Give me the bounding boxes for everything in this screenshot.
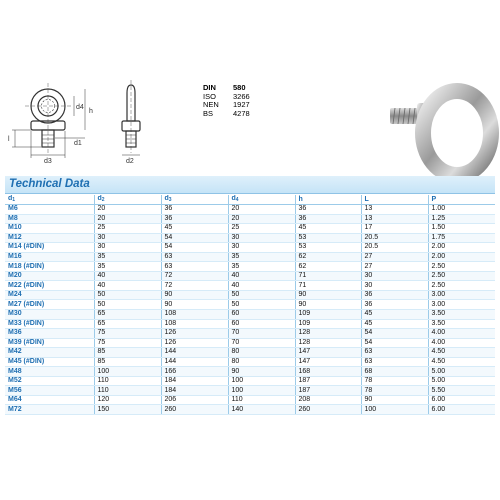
table-cell: 27 <box>361 262 428 272</box>
table-cell: 168 <box>295 367 361 377</box>
table-cell: 40 <box>94 271 161 281</box>
table-row <box>5 243 495 253</box>
table-cell: 166 <box>161 367 228 377</box>
table-cell: 144 <box>161 357 228 367</box>
thread-size-cell: M42 <box>5 348 94 358</box>
table-cell: 78 <box>361 376 428 386</box>
table-cell: 100 <box>228 376 295 386</box>
table-cell: 63 <box>361 348 428 358</box>
table-cell: 36 <box>161 214 228 224</box>
table-cell: 35 <box>228 252 295 262</box>
table-row <box>5 338 495 348</box>
label-d3: d3 <box>44 158 52 165</box>
thread-size-cell: M16 <box>5 252 94 262</box>
table-cell: 2.00 <box>428 252 495 262</box>
thread-size-cell: M48 <box>5 367 94 377</box>
label-d1: d1 <box>74 140 82 147</box>
table-cell: 5.50 <box>428 386 495 396</box>
table-cell: 20.5 <box>361 233 428 243</box>
table-cell: 4.00 <box>428 338 495 348</box>
table-cell: 206 <box>161 395 228 405</box>
table-cell: 30 <box>94 243 161 253</box>
table-cell: 50 <box>228 290 295 300</box>
column-header-label: d <box>231 195 236 202</box>
table-cell: 35 <box>94 262 161 272</box>
table-cell: 100 <box>361 405 428 415</box>
table-cell: 100 <box>94 367 161 377</box>
table-cell: 260 <box>295 405 361 415</box>
table-cell: 50 <box>94 300 161 310</box>
table-cell: 20 <box>94 214 161 224</box>
table-row <box>5 214 495 224</box>
table-cell: 110 <box>228 395 295 405</box>
table-cell: 30 <box>94 233 161 243</box>
table-cell: 208 <box>295 395 361 405</box>
table-cell: 3.50 <box>428 319 495 329</box>
column-header-label: L <box>364 195 369 203</box>
table-cell: 2.50 <box>428 271 495 281</box>
table-cell: 50 <box>94 290 161 300</box>
thread-size-cell: M22 (#DIN) <box>5 281 94 291</box>
table-cell: 30 <box>228 243 295 253</box>
table-row <box>5 233 495 243</box>
table-cell: 75 <box>94 329 161 339</box>
table-cell: 1.50 <box>428 224 495 234</box>
table-cell: 150 <box>94 405 161 415</box>
table-cell: 25 <box>94 224 161 234</box>
table-cell: 40 <box>228 271 295 281</box>
table-cell: 110 <box>94 376 161 386</box>
table-cell: 80 <box>228 357 295 367</box>
table-cell: 36 <box>295 205 361 215</box>
table-cell: 90 <box>361 395 428 405</box>
table-cell: 17 <box>361 224 428 234</box>
table-cell: 71 <box>295 271 361 281</box>
thread-size-cell: M45 (#DIN) <box>5 357 94 367</box>
section-title: Technical Data <box>9 178 90 190</box>
table-cell: 144 <box>161 348 228 358</box>
standard-value: 3266 <box>233 91 250 101</box>
table-cell: 1.25 <box>428 214 495 224</box>
table-cell: 140 <box>228 405 295 415</box>
table-cell: 36 <box>161 205 228 215</box>
label-l: l <box>8 136 10 143</box>
table-cell: 260 <box>161 405 228 415</box>
table-cell: 54 <box>161 243 228 253</box>
table-cell: 35 <box>94 252 161 262</box>
table-cell: 110 <box>94 386 161 396</box>
table-cell: 3.50 <box>428 310 495 320</box>
thread-size-cell: M24 <box>5 290 94 300</box>
table-cell: 120 <box>94 395 161 405</box>
table-row <box>5 224 495 234</box>
table-cell: 54 <box>161 233 228 243</box>
table-cell: 90 <box>161 290 228 300</box>
eye-bolt-photo-icon <box>390 91 491 175</box>
table-cell: 1.75 <box>428 233 495 243</box>
thread-size-cell: M39 (#DIN) <box>5 338 94 348</box>
table-cell: 20 <box>94 205 161 215</box>
table-cell: 70 <box>228 329 295 339</box>
table-cell: 2.50 <box>428 262 495 272</box>
table-cell: 54 <box>361 329 428 339</box>
column-header-label: d <box>164 195 169 202</box>
column-header <box>428 195 495 205</box>
thread-size-cell: M27 (#DIN) <box>5 300 94 310</box>
column-header-label: d <box>8 195 13 202</box>
standards-list <box>203 84 250 118</box>
thread-size-cell: M12 <box>5 233 94 243</box>
label-h: h <box>89 108 93 115</box>
table-row <box>5 281 495 291</box>
column-header <box>5 195 94 205</box>
table-cell: 109 <box>295 310 361 320</box>
table-cell: 20 <box>228 214 295 224</box>
table-header-row <box>5 195 495 205</box>
table-cell: 184 <box>161 386 228 396</box>
table-cell: 6.00 <box>428 405 495 415</box>
table-cell: 90 <box>295 290 361 300</box>
table-cell: 53 <box>295 233 361 243</box>
product-photo <box>385 78 500 188</box>
column-header-subscript: 4 <box>235 197 239 203</box>
table-cell: 53 <box>295 243 361 253</box>
table-row <box>5 395 495 405</box>
table-cell: 45 <box>295 224 361 234</box>
thread-size-cell: M18 (#DIN) <box>5 262 94 272</box>
table-row <box>5 205 495 215</box>
table-cell: 36 <box>295 214 361 224</box>
column-header-label: d <box>97 195 102 202</box>
standard-name: ISO <box>203 91 216 101</box>
table-row <box>5 405 495 415</box>
table-row <box>5 367 495 377</box>
standard-value: 1927 <box>233 100 250 110</box>
table-cell: 60 <box>228 319 295 329</box>
table-cell: 100 <box>228 386 295 396</box>
table-cell: 63 <box>361 357 428 367</box>
table-row <box>5 357 495 367</box>
table-cell: 27 <box>361 252 428 262</box>
table-cell: 70 <box>228 338 295 348</box>
table-row <box>5 271 495 281</box>
table-cell: 63 <box>161 252 228 262</box>
thread-size-cell: M64 <box>5 395 94 405</box>
column-header <box>295 195 361 205</box>
table-cell: 30 <box>361 281 428 291</box>
table-cell: 5.00 <box>428 376 495 386</box>
table-cell: 36 <box>361 290 428 300</box>
table-row <box>5 386 495 396</box>
table-cell: 78 <box>361 386 428 396</box>
table-row <box>5 329 495 339</box>
table-cell: 4.50 <box>428 348 495 358</box>
table-cell: 30 <box>361 271 428 281</box>
table-cell: 45 <box>361 319 428 329</box>
table-cell: 65 <box>94 310 161 320</box>
table-cell: 128 <box>295 338 361 348</box>
table-cell: 5.00 <box>428 367 495 377</box>
standard-name: DIN <box>203 83 216 92</box>
table-cell: 4.50 <box>428 357 495 367</box>
table-cell: 2.00 <box>428 243 495 253</box>
table-cell: 13 <box>361 214 428 224</box>
technical-data-table <box>5 195 495 415</box>
table-cell: 25 <box>228 224 295 234</box>
table-cell: 50 <box>228 300 295 310</box>
column-header-label: h <box>298 195 303 203</box>
column-header-subscript: 1 <box>12 197 16 203</box>
table-cell: 63 <box>161 262 228 272</box>
table-cell: 65 <box>94 319 161 329</box>
table-cell: 40 <box>228 281 295 291</box>
table-cell: 85 <box>94 348 161 358</box>
table-row <box>5 252 495 262</box>
standard-value: 4278 <box>233 108 250 118</box>
table-cell: 85 <box>94 357 161 367</box>
table-cell: 3.00 <box>428 290 495 300</box>
table-cell: 90 <box>161 300 228 310</box>
column-header <box>94 195 161 205</box>
table-row <box>5 290 495 300</box>
table-cell: 108 <box>161 310 228 320</box>
standard-name: NEN <box>203 100 219 110</box>
table-cell: 90 <box>295 300 361 310</box>
table-cell: 147 <box>295 348 361 358</box>
label-d4: d4 <box>76 104 84 111</box>
table-cell: 20.5 <box>361 243 428 253</box>
table-cell: 184 <box>161 376 228 386</box>
table-cell: 20 <box>228 205 295 215</box>
table-row <box>5 262 495 272</box>
thread-size-cell: M30 <box>5 310 94 320</box>
table-cell: 126 <box>161 329 228 339</box>
table-cell: 2.50 <box>428 281 495 291</box>
column-header <box>228 195 295 205</box>
table-cell: 4.00 <box>428 329 495 339</box>
table-row <box>5 319 495 329</box>
table-cell: 54 <box>361 338 428 348</box>
table-cell: 72 <box>161 281 228 291</box>
table-cell: 147 <box>295 357 361 367</box>
thread-size-cell: M8 <box>5 214 94 224</box>
table-cell: 126 <box>161 338 228 348</box>
column-header <box>361 195 428 205</box>
table-row <box>5 300 495 310</box>
column-header-subscript: 2 <box>101 197 105 203</box>
side-view-drawing <box>122 80 140 153</box>
thread-size-cell: M20 <box>5 271 94 281</box>
table-cell: 75 <box>94 338 161 348</box>
thread-size-cell: M6 <box>5 205 94 215</box>
table-cell: 108 <box>161 319 228 329</box>
thread-size-cell: M36 <box>5 329 94 339</box>
table-cell: 62 <box>295 262 361 272</box>
table-cell: 90 <box>228 367 295 377</box>
thread-size-cell: M10 <box>5 224 94 234</box>
table-cell: 187 <box>295 376 361 386</box>
table-row <box>5 310 495 320</box>
table-cell: 71 <box>295 281 361 291</box>
column-header-label: P <box>431 195 437 203</box>
label-d2: d2 <box>126 158 134 165</box>
table-cell: 68 <box>361 367 428 377</box>
thread-size-cell: M52 <box>5 376 94 386</box>
table-cell: 60 <box>228 310 295 320</box>
standard-row <box>203 110 250 119</box>
section-title-bar <box>5 176 495 194</box>
table-row <box>5 348 495 358</box>
column-header-subscript: 3 <box>168 197 172 203</box>
table-cell: 62 <box>295 252 361 262</box>
table-cell: 45 <box>161 224 228 234</box>
table-cell: 1.00 <box>428 205 495 215</box>
thread-size-cell: M72 <box>5 405 94 415</box>
table-cell: 187 <box>295 386 361 396</box>
thread-size-cell: M14 (#DIN) <box>5 243 94 253</box>
technical-drawing <box>0 55 200 170</box>
table-cell: 72 <box>161 271 228 281</box>
table-cell: 45 <box>361 310 428 320</box>
table-cell: 80 <box>228 348 295 358</box>
table-row <box>5 376 495 386</box>
table-cell: 6.00 <box>428 395 495 405</box>
column-header <box>161 195 228 205</box>
standard-name: BS <box>203 108 214 118</box>
standard-value: 580 <box>233 83 246 92</box>
thread-size-cell: M33 (#DIN) <box>5 319 94 329</box>
table-cell: 30 <box>228 233 295 243</box>
table-cell: 3.00 <box>428 300 495 310</box>
table-cell: 109 <box>295 319 361 329</box>
table-cell: 35 <box>228 262 295 272</box>
table-cell: 36 <box>361 300 428 310</box>
table-cell: 128 <box>295 329 361 339</box>
table-cell: 40 <box>94 281 161 291</box>
thread-size-cell: M56 <box>5 386 94 396</box>
table-cell: 13 <box>361 205 428 215</box>
